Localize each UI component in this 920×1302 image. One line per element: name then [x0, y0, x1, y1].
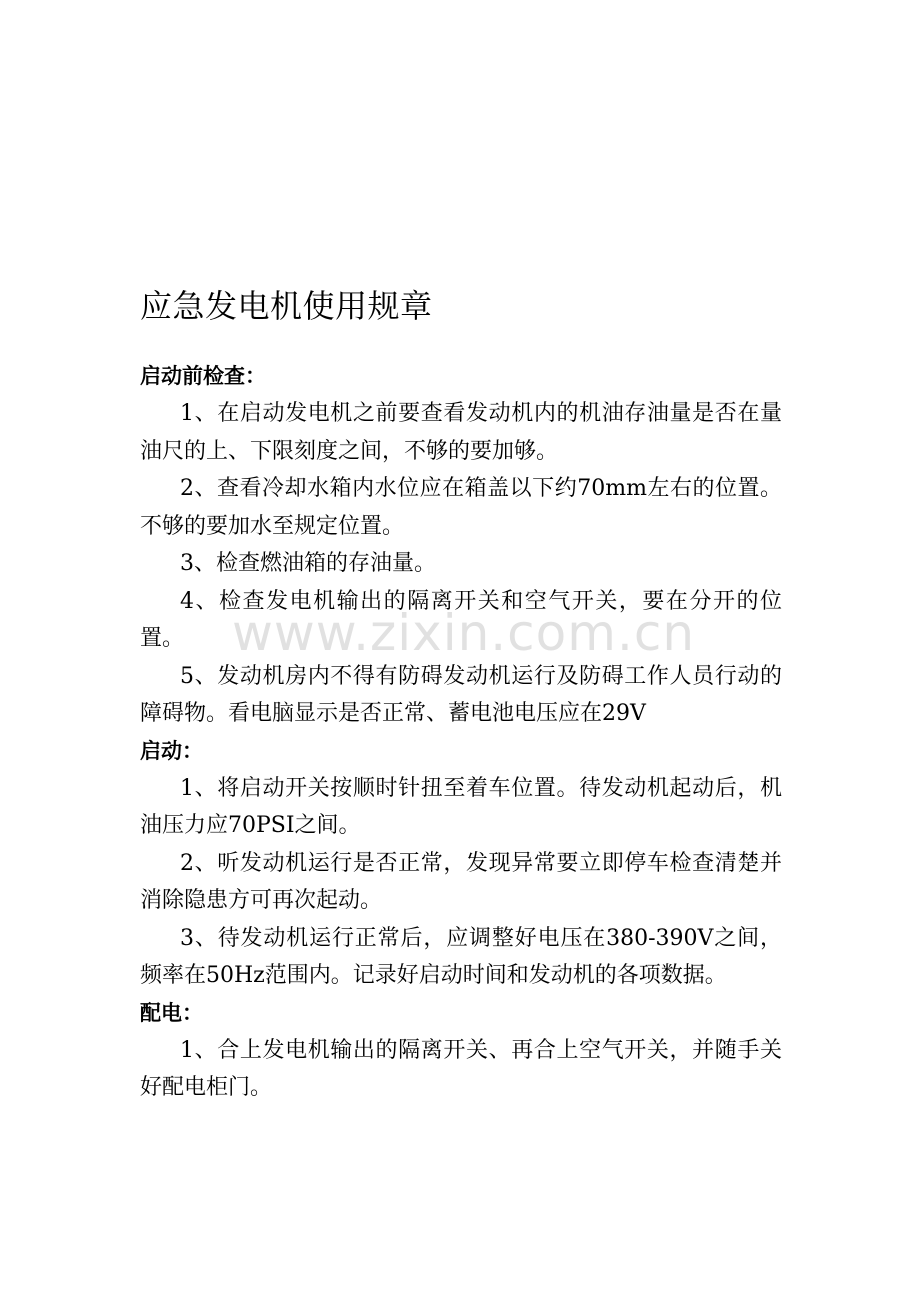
section-start [140, 733, 782, 995]
paragraph: 3、检查燃油箱的存油量。 [180, 551, 436, 576]
section-heading: 启动： [140, 738, 203, 763]
section-pre-start-check [140, 358, 782, 733]
paragraph: 3、待发动机运行正常后，应调整好电压在380-390V之间，频率在50Hz范围内。记录好启动时间和发动机的各项数据。 [140, 925, 782, 988]
section-power-distribution [140, 995, 782, 1107]
section-heading: 配电： [140, 1000, 203, 1025]
watermark: www.zixin.com.cn [232, 604, 696, 662]
paragraph: 1、在启动发电机之前要查看发动机内的机油存油量是否在量油尺的上、下限刻度之间，不够的要加够。 [140, 401, 782, 464]
paragraph: 1、将启动开关按顺时针扭至着车位置。待发动机起动后，机油压力应70PSI之间。 [140, 775, 782, 838]
paragraph: 2、听发动机运行是否正常，发现异常要立即停车检查清楚并消除隐患方可再次起动。 [140, 850, 782, 913]
paragraph: 2、查看冷却水箱内水位应在箱盖以下约70mm左右的位置。不够的要加水至规定位置。 [140, 476, 782, 539]
paragraph: 1、合上发电机输出的隔离开关、再合上空气开关，并随手关好配电柜门。 [140, 1037, 782, 1100]
paragraph: 5、发动机房内不得有防碍发动机运行及防碍工作人员行动的障碍物。看电脑显示是否正常、蓄电池电压应在29V [140, 663, 782, 726]
paragraph: 4、检查发电机输出的隔离开关和空气开关，要在分开的位置。 [140, 588, 782, 651]
section-heading: 启动前检查： [140, 364, 266, 388]
page-title: 应急发电机使用规章 [140, 287, 433, 325]
document-body [140, 280, 782, 1107]
